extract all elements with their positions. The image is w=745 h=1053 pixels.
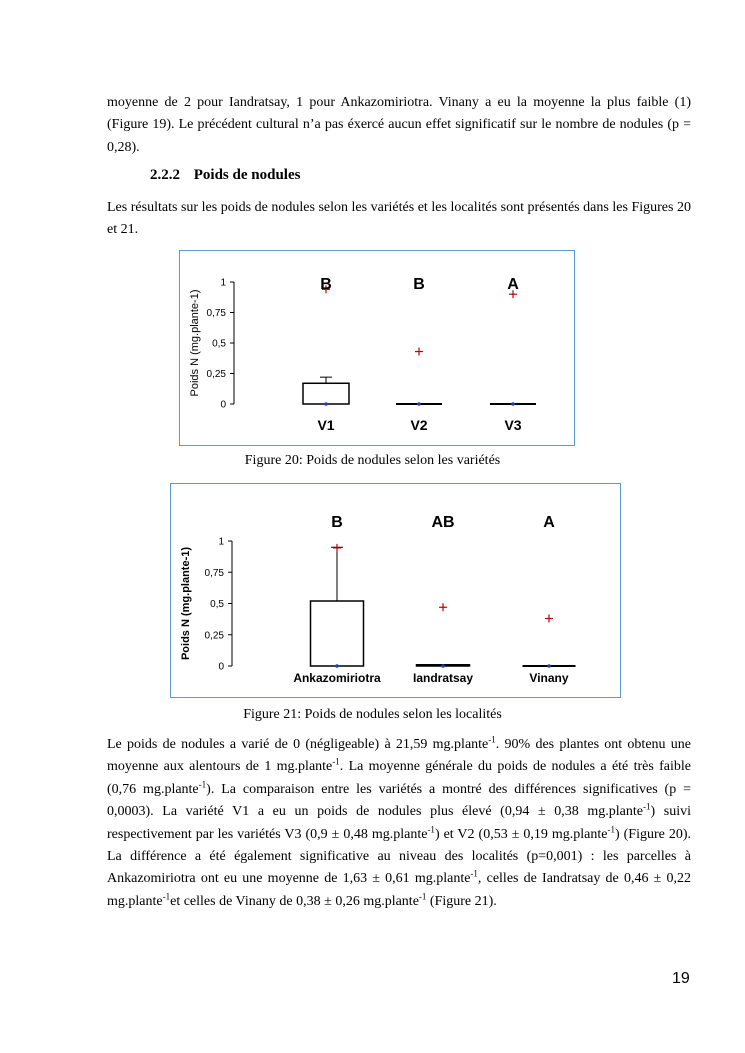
exponent: -1 [607,823,615,834]
lead-paragraph: Les résultats sur les poids de nodules selon les variétés et les localités sont présentés dans les Figures 20 et 21. [107,200,691,238]
section-heading [150,167,300,184]
category-label: V3 [504,417,522,433]
results-text-2: . 90% des plantes ont obtenu une moyenne aux alentours de 1 mg.plante [107,737,692,775]
exponent: -1 [470,868,478,879]
y-axis-label: Poids N (mg.plante-1) [180,546,192,661]
figure-20-frame [179,250,575,446]
figure-20-caption: Figure 20: Poids de nodules selon les variétés [244,453,501,468]
y-tick-label: 0 [218,661,224,673]
significance-letter: B [413,276,425,293]
significance-letter: B [320,276,332,293]
exponent: -1 [488,734,496,745]
median-marker [335,664,339,668]
results-text-7: ) (Figure 20). La différence a été également significative au niveau des localités (p=0,001) : les parcelles à Ankazomiriotra ont eu une moyenne de 1,63 ± 0,61 mg.plante [107,826,691,887]
significance-letter: A [507,276,519,293]
exponent: -1 [162,891,171,902]
mean-marker [439,603,447,611]
median-marker [324,402,328,406]
results-text-5: ) suivi respectivement par les variétés V3 (0,9 ± 0,48 mg.plante [107,804,691,842]
figure-21-chart [171,484,620,697]
exponent: -1 [642,801,651,812]
section-title: Poids de nodules [193,167,301,183]
exponent: -1 [332,756,340,767]
y-tick-label: 0,5 [210,599,224,610]
mean-marker [415,348,423,356]
median-marker [441,664,445,668]
y-axis-label: Poids N (mg.plante-1) [189,289,201,397]
significance-letter: A [543,514,555,531]
y-tick-label: 0,75 [206,308,226,319]
results-text-4: ). La comparaison entre les variétés a montré des différences significatives (p = 0,0003). La variété V1 a eu un poids de nodules plus élevé (0,94 ± 0,38 mg.plante [107,781,692,820]
results-paragraph [107,734,691,913]
results-text-6: ) et V2 (0,53 ± 0,19 mg.plante [434,826,608,842]
results-text-9: et celles de Vinany de 0,38 ± 0,26 mg.plante [170,893,419,909]
figure-21-frame [170,483,621,698]
median-marker [547,664,551,668]
box [303,383,349,404]
category-label: V2 [410,417,428,433]
y-tick-label: 1 [220,277,226,289]
y-tick-label: 0,25 [206,369,226,380]
page-number: 19 [672,970,690,987]
y-tick-label: 0,75 [204,567,224,579]
y-tick-label: 0,5 [212,338,226,350]
intro-paragraph: moyenne de 2 pour Iandratsay, 1 pour Ankazomiriotra. Vinany a eu la moyenne la plus faible (1) (Figure 19). Le précédent cultural n’a pas éxercé aucun effet significatif sur le nombre de nodules (p = 0,28). [107,95,691,155]
category-label: Ankazomiriotra [293,671,381,685]
figure-21-caption: Figure 21: Poids de nodules selon les localités [243,707,502,722]
category-label: V1 [317,417,335,433]
exponent: -1 [198,779,207,790]
mean-marker [333,544,341,552]
significance-letter: AB [431,514,455,531]
results-text-3: . La moyenne générale du poids de nodules a été très faible (0,76 mg.plante [107,759,691,797]
category-label: Vinany [529,671,569,685]
y-tick-label: 0 [220,399,226,411]
results-text-8: , celles de Iandratsay de 0,46 ± 0,22 mg.plante [107,871,691,909]
median-marker [511,402,515,406]
y-tick-label: 0,25 [204,630,224,642]
exponent: -1 [418,891,427,902]
mean-marker [545,615,553,623]
results-text-10: (Figure 21). [426,893,497,909]
section-number: 2.2.2 [150,167,180,183]
box [311,601,364,666]
category-label: Iandratsay [412,671,474,685]
y-tick-label: 1 [218,536,224,548]
figure-20-chart [180,251,574,445]
significance-letter: B [331,514,343,531]
exponent: -1 [427,823,435,834]
median-marker [417,402,421,406]
results-text-1: Le poids de nodules a varié de 0 (négligeable) à 21,59 mg.plante [107,737,489,752]
